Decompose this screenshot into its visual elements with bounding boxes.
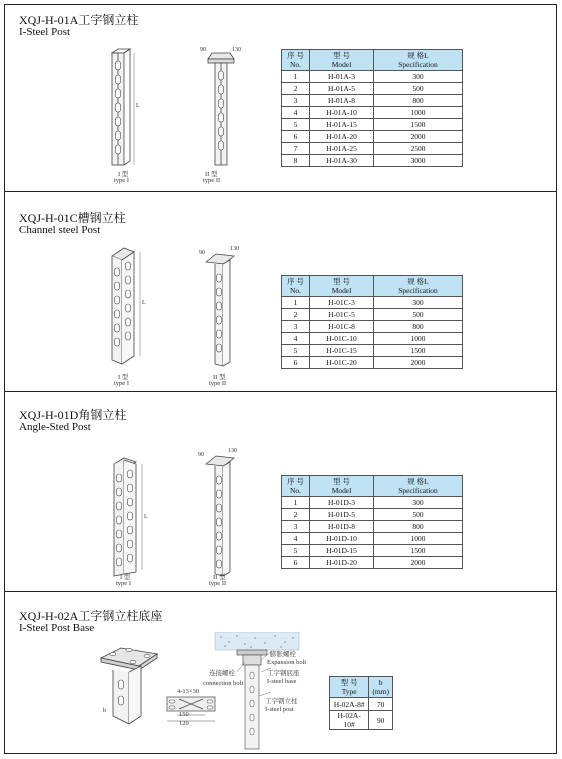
expansion-bolt-label-cn: 膨胀螺栓: [270, 651, 296, 658]
table-row: [282, 357, 463, 369]
table-row: [282, 333, 463, 345]
table-cell: 1000: [374, 107, 463, 119]
table-cell: 2: [282, 83, 310, 95]
svg-text:L: L: [144, 514, 148, 520]
table-cell: H-01D-8: [310, 521, 374, 533]
svg-text:90: 90: [199, 250, 205, 256]
table-cell: 6: [282, 557, 310, 569]
dim-150: 150: [179, 711, 189, 718]
table-cell: 7: [282, 143, 310, 155]
section-title-en: Angle-Sted Post: [19, 421, 91, 433]
connection-bolt-label-en: connection bolt: [203, 680, 244, 687]
table-row: [282, 155, 463, 167]
spec-table: [281, 275, 463, 369]
section-channel-steel-post: [5, 192, 556, 392]
table-cell: H-01D-15: [310, 545, 374, 557]
svg-text:90: 90: [200, 47, 206, 53]
table-cell: H-01A-8: [310, 95, 374, 107]
col-model: 型 号 Model: [310, 276, 374, 297]
post-base-drawing: [99, 646, 169, 726]
holes-label: 4-13×30: [177, 688, 200, 695]
table-cell: 1000: [374, 533, 463, 545]
section-i-steel-post: [5, 5, 556, 192]
col-spec: 规 格L Specification: [374, 476, 463, 497]
table-cell: 300: [374, 297, 463, 309]
svg-text:L: L: [136, 103, 140, 109]
table-cell: H-01C-5: [310, 309, 374, 321]
table-row: [282, 557, 463, 569]
table-cell: H-01D-20: [310, 557, 374, 569]
svg-text:90: 90: [198, 452, 204, 458]
col-no: 序 号 No.: [282, 276, 310, 297]
base-spec-table: [329, 676, 393, 730]
type1-label: I 型: [118, 374, 129, 381]
table-row: [282, 345, 463, 357]
table-cell: 1: [282, 497, 310, 509]
section-title-cn: XQJ-H-01A工字钢立柱: [19, 13, 139, 27]
type2-label-en: type II: [209, 380, 227, 387]
table-cell: 3000: [374, 155, 463, 167]
table-cell: 4: [282, 333, 310, 345]
table-row: [282, 545, 463, 557]
table-cell: 300: [374, 71, 463, 83]
table-cell: H-01A-30: [310, 155, 374, 167]
i-steel-base-label-en: I-steel base: [267, 678, 297, 685]
table-cell: 800: [374, 521, 463, 533]
table-row: [282, 71, 463, 83]
table-cell: H-02A-10#: [330, 711, 369, 730]
type2-label: II 型: [205, 171, 218, 178]
type1-label: I 型: [120, 574, 131, 581]
table-cell: 300: [374, 497, 463, 509]
table-cell: H-01D-5: [310, 509, 374, 521]
svg-text:b: b: [103, 708, 106, 714]
table-cell: 2: [282, 309, 310, 321]
section-title-en: I-Steel Post Base: [19, 622, 95, 634]
col-no: 序 号 No.: [282, 50, 310, 71]
table-row: [282, 497, 463, 509]
section-i-steel-post-base: [5, 592, 556, 753]
section-title-cn: XQJ-H-02A工字钢立柱底座: [19, 609, 163, 623]
col-spec: 规 格L Specification: [374, 50, 463, 71]
table-cell: 1000: [374, 333, 463, 345]
type2-label-en: type II: [203, 177, 221, 184]
table-cell: 2000: [374, 131, 463, 143]
table-row: [282, 107, 463, 119]
table-cell: 3: [282, 321, 310, 333]
table-cell: 800: [374, 321, 463, 333]
table-cell: 6: [282, 131, 310, 143]
section-title-en: I-Steel Post: [19, 26, 71, 38]
table-cell: 500: [374, 509, 463, 521]
angle-steel-post-drawing: [100, 442, 250, 577]
table-cell: H-01A-5: [310, 83, 374, 95]
table-cell: 2: [282, 509, 310, 521]
type1-label-en: type I: [116, 580, 131, 587]
table-row: [282, 521, 463, 533]
col-b: b (mm): [369, 677, 393, 698]
svg-text:130: 130: [232, 47, 241, 53]
i-steel-post-label-en: I-steel post: [265, 706, 294, 713]
spec-table: [281, 475, 463, 569]
table-cell: H-01D-3: [310, 497, 374, 509]
svg-text:130: 130: [230, 246, 239, 252]
table-row: [282, 533, 463, 545]
table-row: [282, 309, 463, 321]
table-row: [282, 83, 463, 95]
i-steel-base-label-cn: 工字钢底座: [267, 670, 300, 677]
type2-label-en: type II: [209, 580, 227, 587]
table-cell: 1500: [374, 119, 463, 131]
table-cell: 4: [282, 533, 310, 545]
table-cell: 3: [282, 521, 310, 533]
table-cell: H-01C-10: [310, 333, 374, 345]
table-cell: 2000: [374, 357, 463, 369]
section-title-cn: XQJ-H-01D角钢立柱: [19, 408, 127, 422]
type1-label-en: type I: [114, 177, 129, 184]
table-cell: 4: [282, 107, 310, 119]
col-model: 型 号 Model: [310, 50, 374, 71]
table-cell: 5: [282, 345, 310, 357]
type2-label: II 型: [213, 574, 226, 581]
spec-table: [281, 49, 463, 167]
table-row: [282, 143, 463, 155]
table-row: [282, 509, 463, 521]
type1-label: I 型: [118, 171, 129, 178]
table-cell: 1500: [374, 545, 463, 557]
channel-steel-post-drawing: [100, 242, 250, 377]
table-cell: 1: [282, 297, 310, 309]
table-cell: H-01C-3: [310, 297, 374, 309]
table-row: [282, 95, 463, 107]
expansion-bolt-label-en: Expansion bolt: [267, 659, 307, 666]
table-cell: H-01A-3: [310, 71, 374, 83]
connection-bolt-label-cn: 连接螺栓: [209, 670, 235, 677]
table-row: [282, 131, 463, 143]
table-cell: 1: [282, 71, 310, 83]
table-cell: H-01C-20: [310, 357, 374, 369]
table-cell: 500: [374, 309, 463, 321]
table-cell: 6: [282, 357, 310, 369]
svg-text:130: 130: [228, 448, 237, 454]
table-cell: 3: [282, 95, 310, 107]
table-cell: H-01D-10: [310, 533, 374, 545]
table-cell: 8: [282, 155, 310, 167]
section-title-cn: XQJ-H-01C槽钢立柱: [19, 211, 126, 225]
table-row: [282, 119, 463, 131]
table-cell: 1500: [374, 345, 463, 357]
table-cell: H-01A-15: [310, 119, 374, 131]
table-cell: H-01C-15: [310, 345, 374, 357]
table-cell: 5: [282, 545, 310, 557]
table-row: [330, 698, 393, 711]
col-no: 序 号 No.: [282, 476, 310, 497]
table-cell: H-01C-8: [310, 321, 374, 333]
col-type: 型 号 Type: [330, 677, 369, 698]
type1-label-en: type I: [114, 380, 129, 387]
type2-label: II 型: [213, 374, 226, 381]
table-row: [282, 321, 463, 333]
catalog-page: [4, 4, 557, 754]
table-cell: H-01A-10: [310, 107, 374, 119]
section-angle-steel-post: [5, 392, 556, 592]
table-row: [330, 711, 393, 730]
table-cell: 800: [374, 95, 463, 107]
svg-text:L: L: [142, 300, 146, 306]
table-cell: H-01A-20: [310, 131, 374, 143]
col-spec: 规 格L Specification: [374, 276, 463, 297]
table-row: [282, 297, 463, 309]
table-cell: 5: [282, 119, 310, 131]
section-title-en: Channel steel Post: [19, 224, 101, 236]
table-cell: 70: [369, 698, 393, 711]
table-cell: 500: [374, 83, 463, 95]
col-model: 型 号 Model: [310, 476, 374, 497]
table-cell: 2000: [374, 557, 463, 569]
table-cell: 2500: [374, 143, 463, 155]
dim-120: 120: [179, 720, 189, 727]
table-cell: 90: [369, 711, 393, 730]
i-steel-post-label-cn: 工字钢立柱: [265, 698, 298, 705]
table-cell: H-01A-25: [310, 143, 374, 155]
i-steel-post-drawing: [100, 43, 250, 188]
table-cell: H-02A-8#: [330, 698, 369, 711]
